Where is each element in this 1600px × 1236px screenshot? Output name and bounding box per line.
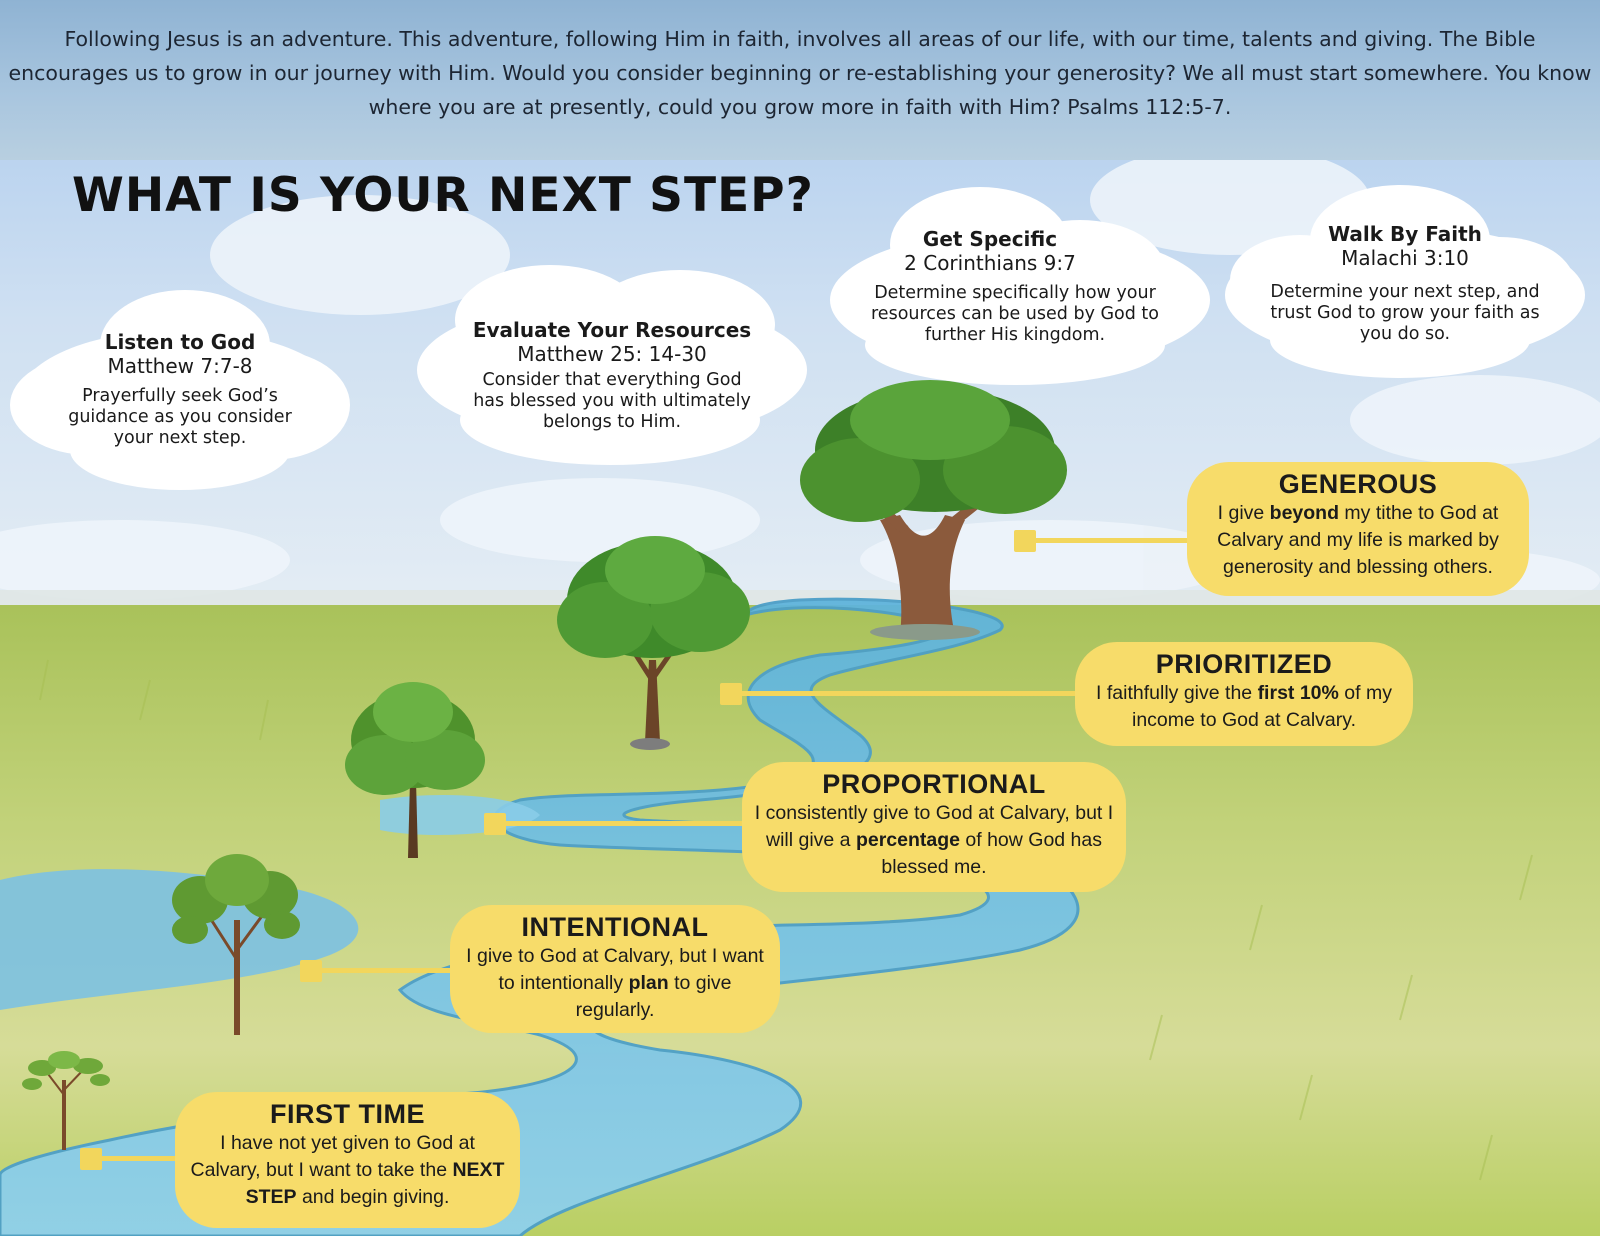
stage-generous	[1187, 462, 1529, 596]
cloud-walk-by-faith	[1255, 222, 1555, 345]
connector-line-intentional	[318, 968, 458, 973]
cloud-title: Evaluate Your Resources	[472, 318, 752, 342]
stage-first-time	[175, 1092, 520, 1228]
stage-proportional	[742, 762, 1126, 892]
stage-title: INTENTIONAL	[521, 912, 709, 942]
cloud-listen-to-god	[40, 330, 320, 449]
connector-line-prioritized	[738, 691, 1078, 696]
cloud-reference: Malachi 3:10	[1341, 246, 1469, 270]
connector-line-proportional	[500, 821, 750, 826]
intro-text: Following Jesus is an adventure. This adventure, following Him in faith, involves all areas of our life, with our time, talents and giving. The Bible encourages us to grow in our journey with Him. Would you consider beginning or re-establishing your generosity? We all must start somewhere. You know where you are at presently, could you grow more in faith with Him? Psalms 112:5-7.	[8, 27, 1592, 119]
stage-body: I give beyond my tithe to God at Calvary and my life is marked by generosity and blessing others.	[1217, 502, 1499, 578]
stage-prioritized	[1075, 642, 1413, 746]
cloud-title: Listen to God	[104, 330, 256, 354]
stage-body: I have not yet given to God at Calvary, but I want to take the NEXT STEP and begin giving.	[190, 1132, 505, 1208]
intro-band	[0, 0, 1600, 160]
stage-body: I faithfully give the first 10% of my income to God at Calvary.	[1096, 682, 1392, 731]
stage-title: FIRST TIME	[270, 1099, 425, 1129]
connector-line-generous	[1030, 538, 1190, 543]
stage-title: PROPORTIONAL	[822, 769, 1046, 799]
cloud-reference: 2 Corinthians 9:7	[904, 251, 1076, 275]
cloud-reference: Matthew 25: 14-30	[517, 342, 707, 366]
stage-title: PRIORITIZED	[1155, 649, 1333, 679]
stage-body: I give to God at Calvary, but I want to intentionally plan to give regularly.	[466, 945, 764, 1021]
cloud-reference: Matthew 7:7-8	[107, 354, 253, 378]
cloud-body: Consider that everything God has blessed you with ultimately belongs to Him.	[473, 370, 751, 432]
cloud-evaluate-resources	[437, 318, 787, 433]
stage-title: GENEROUS	[1278, 469, 1438, 499]
cloud-body: Determine specifically how your resources can be used by God to further His kingdom.	[871, 283, 1159, 345]
cloud-get-specific	[850, 227, 1180, 346]
cloud-body: Determine your next step, and trust God to grow your faith as you do so.	[1270, 282, 1540, 344]
cloud-title: Walk By Faith	[1328, 222, 1482, 246]
cloud-body: Prayerfully seek God’s guidance as you consider your next step.	[68, 386, 292, 448]
stage-body: I consistently give to God at Calvary, but I will give a percentage of how God has blessed me.	[754, 802, 1114, 878]
page-title: WHAT IS YOUR NEXT STEP?	[72, 168, 814, 223]
stage-intentional	[450, 905, 780, 1033]
cloud-title: Get Specific	[922, 227, 1058, 251]
